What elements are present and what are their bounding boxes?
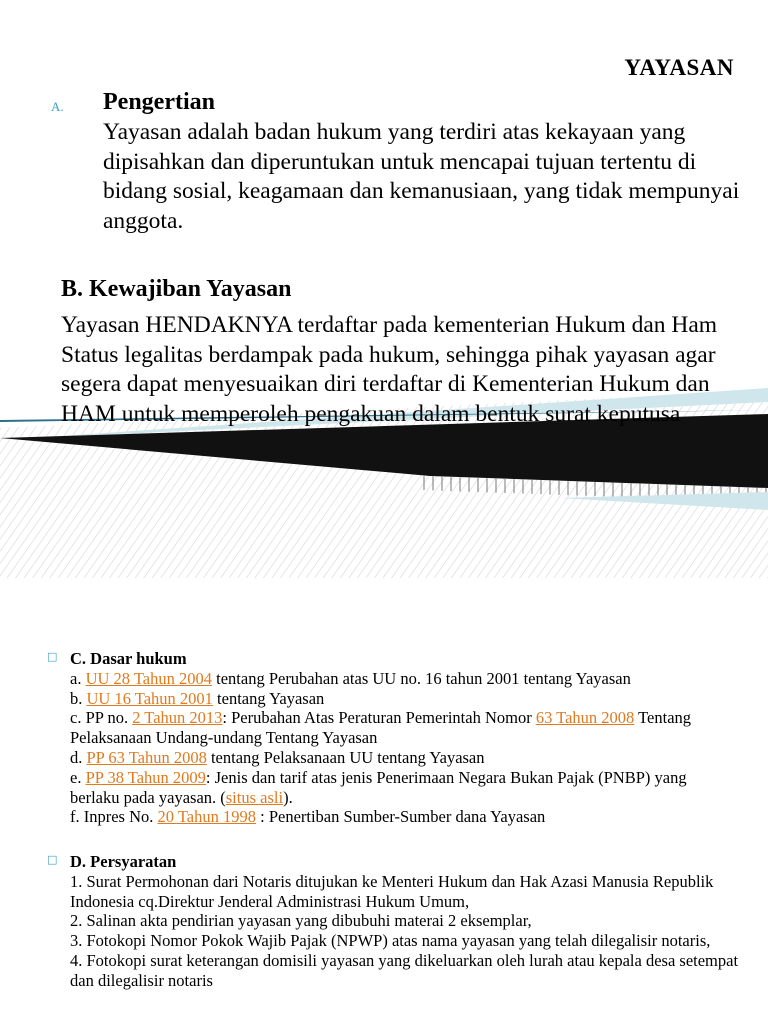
- list-item: d. PP 63 Tahun 2008 tentang Pelaksanaan UU tentang Yayasan: [70, 747, 485, 767]
- section-a-heading: Pengertian: [103, 89, 215, 115]
- law-link[interactable]: 20 Tahun 1998: [157, 807, 256, 827]
- square-bullet-icon: □: [47, 650, 58, 663]
- list-item: 3. Fotokopi Nomor Pokok Wajib Pajak (NPWP) atas nama yayasan yang telah dilegalisir notaris,: [70, 931, 711, 951]
- law-link[interactable]: UU 16 Tahun 2001: [86, 688, 213, 708]
- slide-dasar-hukum: [0, 578, 768, 1024]
- source-link[interactable]: situs asli: [225, 787, 284, 807]
- list-item: 2. Salinan akta pendirian yayasan yang dibubuhi materai 2 eksemplar,: [70, 911, 532, 931]
- square-bullet-icon: □: [47, 853, 58, 866]
- section-b-paragraph: Yayasan HENDAKNYA terdaftar pada kementerian Hukum dan Ham: [61, 312, 718, 338]
- list-item: e. PP 38 Tahun 2009: Jenis dan tarif atas jenis Penerimaan Negara Bukan Pajak (PNBP) yang berlaku pada yayasan. (situs asli).: [70, 767, 687, 807]
- list-item: a. UU 28 Tahun 2004 tentang Perubahan atas UU no. 16 tahun 2001 tentang Yayasan: [70, 668, 631, 688]
- list-item: 4. Fotokopi surat keterangan domisili yayasan yang dikeluarkan oleh lurah atau kepala desa setempat dan dilegalisir notaris: [70, 950, 739, 990]
- list-item: b. UU 16 Tahun 2001 tentang Yayasan: [70, 688, 325, 708]
- section-b-body: [61, 311, 751, 429]
- section-c-heading: C. Dasar hukum: [70, 649, 187, 668]
- law-link[interactable]: PP 63 Tahun 2008: [86, 747, 207, 767]
- section-a-body: Yayasan adalah badan hukum yang terdiri atas kekayaan yang dipisahkan dan diperuntukan untuk mencapai tujuan tertentu di bidang sosial, keagamaan dan kemanusiaan, yang tidak mempunyai anggota.: [103, 119, 740, 234]
- section-d-heading: D. Persyaratan: [70, 852, 177, 871]
- law-link[interactable]: UU 28 Tahun 2004: [85, 668, 212, 688]
- list-item: f. Inpres No. 20 Tahun 1998 : Penertiban Sumber-Sumber dana Yayasan: [70, 807, 546, 827]
- section-b-paragraph: Status legalitas berdampak pada hukum, sehingga pihak yayasan agar segera dapat menyesuaikan diri terdaftar di Kementerian Hukum dan HAM untuk memperoleh pengakuan dalam bentuk surat keputusa: [61, 341, 716, 427]
- list-item: c. PP no. 2 Tahun 2013: Perubahan Atas Peraturan Pemerintah Nomor 63 Tahun 2008 Tentang Pelaksanaan Undang-undang Tentang Yayasan: [70, 708, 692, 748]
- law-link[interactable]: 63 Tahun 2008: [535, 708, 635, 728]
- section-a-marker: A.: [51, 99, 64, 114]
- section-b-heading: B. Kewajiban Yayasan: [61, 276, 292, 302]
- law-link[interactable]: PP 38 Tahun 2009: [85, 767, 206, 787]
- list-item: 1. Surat Permohonan dari Notaris ditujukan ke Menteri Hukum dan Hak Azasi Manusia Republik Indonesia cq.Direktur Jenderal Administrasi Hukum Umum,: [70, 871, 714, 911]
- page-title: YAYASAN: [624, 55, 734, 80]
- law-link[interactable]: 2 Tahun 2013: [132, 708, 223, 728]
